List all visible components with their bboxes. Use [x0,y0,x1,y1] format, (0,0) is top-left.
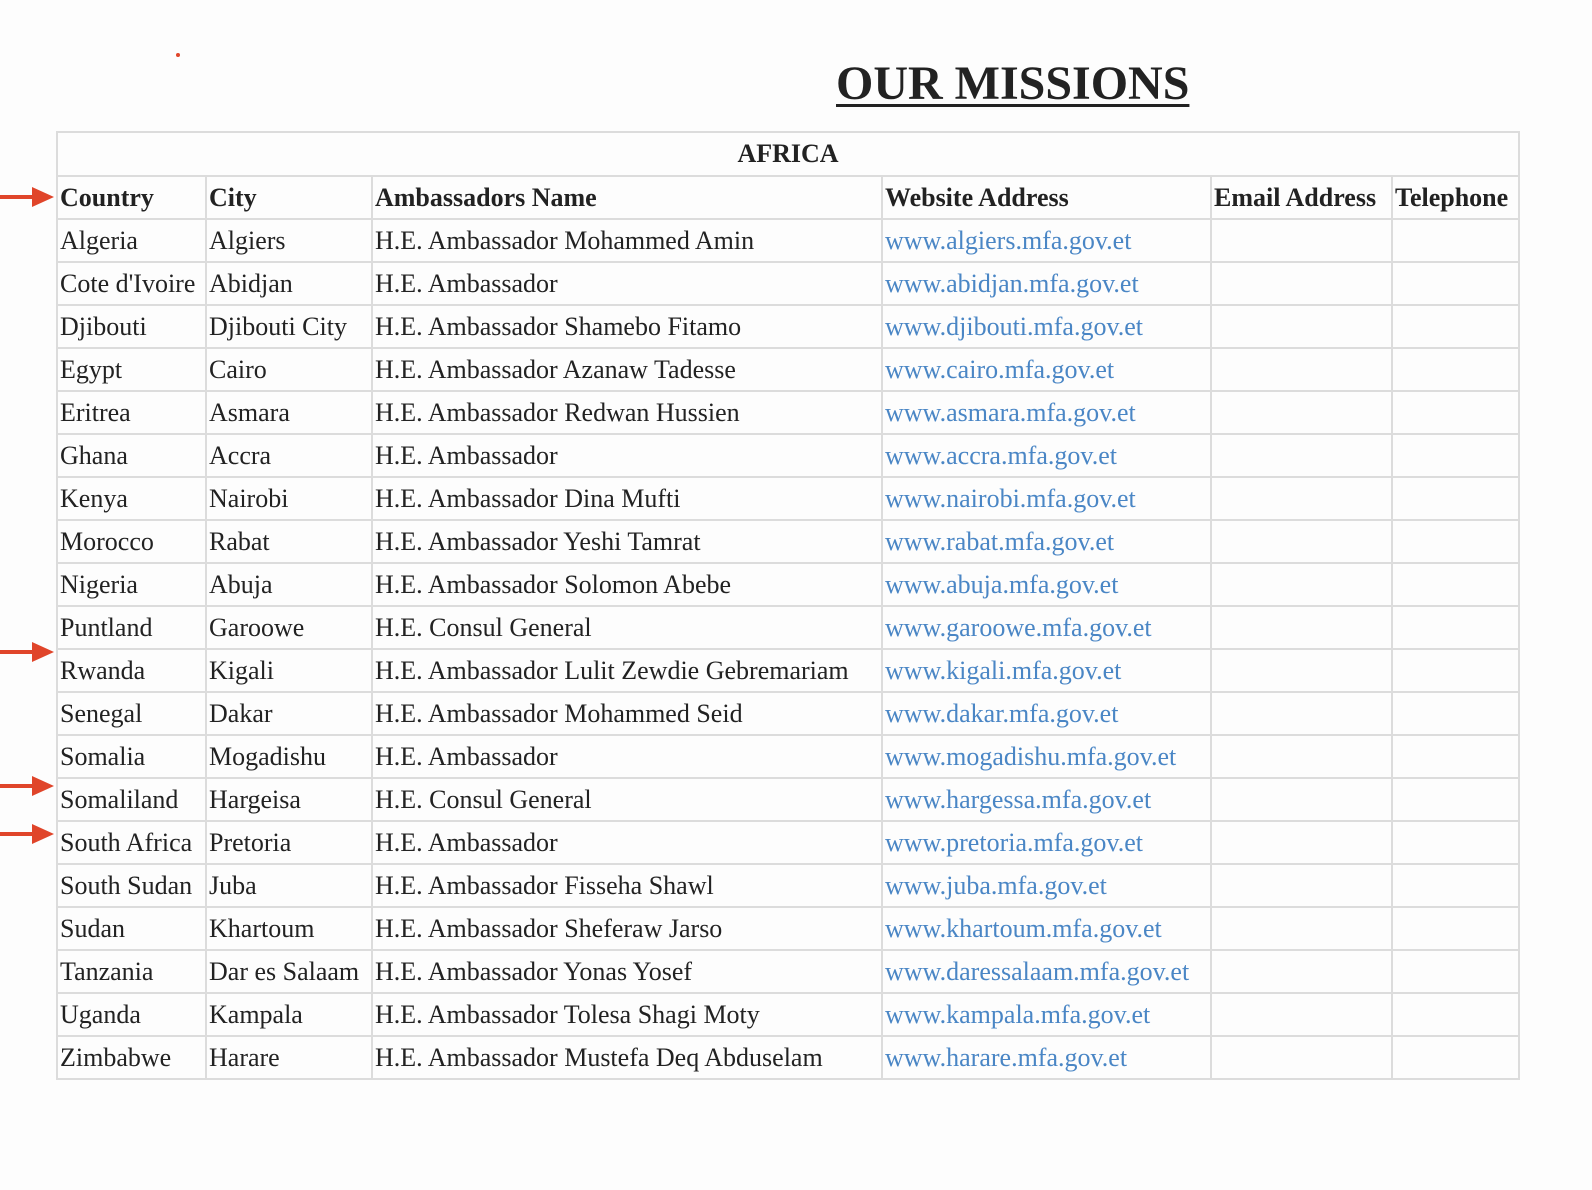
ambassador-cell: H.E. Ambassador Tolesa Shagi Moty [372,993,882,1036]
website-cell [882,735,1211,778]
country-cell: Kenya [57,477,206,520]
website-link[interactable]: www.kigali.mfa.gov.et [885,655,1122,685]
website-cell [882,1036,1211,1079]
website-cell [882,434,1211,477]
city-cell: Algiers [206,219,372,262]
city-cell: Garoowe [206,606,372,649]
table-row [57,993,1519,1036]
table-row [57,821,1519,864]
table-row [57,219,1519,262]
ambassador-cell: H.E. Ambassador Mohammed Amin [372,219,882,262]
country-cell: Tanzania [57,950,206,993]
website-link[interactable]: www.garoowe.mfa.gov.et [885,612,1152,642]
website-link[interactable]: www.rabat.mfa.gov.et [885,526,1115,556]
ambassador-cell: H.E. Ambassador Yonas Yosef [372,950,882,993]
website-link[interactable]: www.harare.mfa.gov.et [885,1042,1128,1072]
table-row [57,391,1519,434]
page-title: OUR MISSIONS [836,57,1190,110]
telephone-cell [1392,391,1519,434]
city-cell: Dakar [206,692,372,735]
table-row [57,778,1519,821]
country-cell: Sudan [57,907,206,950]
website-link[interactable]: www.pretoria.mfa.gov.et [885,827,1143,857]
city-cell: Juba [206,864,372,907]
table-row [57,305,1519,348]
missions-table [56,131,1520,1080]
email-cell [1211,692,1392,735]
ambassador-cell: H.E. Ambassador Redwan Hussien [372,391,882,434]
website-cell [882,993,1211,1036]
website-link[interactable]: www.khartoum.mfa.gov.et [885,913,1162,943]
right-arrow-icon [0,187,54,207]
ambassador-cell: H.E. Ambassador Fisseha Shawl [372,864,882,907]
table-row [57,864,1519,907]
table-row [57,563,1519,606]
column-header-country: Country [57,176,206,219]
ambassador-cell: H.E. Consul General [372,606,882,649]
website-link[interactable]: www.juba.mfa.gov.et [885,870,1107,900]
city-cell: Harare [206,1036,372,1079]
country-cell: Zimbabwe [57,1036,206,1079]
city-cell: Kigali [206,649,372,692]
telephone-cell [1392,907,1519,950]
city-cell: Nairobi [206,477,372,520]
right-arrow-icon [0,642,54,662]
email-cell [1211,735,1392,778]
country-cell: Ghana [57,434,206,477]
city-cell: Djibouti City [206,305,372,348]
email-cell [1211,1036,1392,1079]
website-link[interactable]: www.cairo.mfa.gov.et [885,354,1115,384]
website-cell [882,649,1211,692]
red-dot-mark [176,53,180,57]
telephone-cell [1392,778,1519,821]
table-row [57,907,1519,950]
column-header-city: City [206,176,372,219]
country-cell: Nigeria [57,563,206,606]
email-cell [1211,821,1392,864]
country-cell: Senegal [57,692,206,735]
telephone-cell [1392,821,1519,864]
telephone-cell [1392,649,1519,692]
email-cell [1211,477,1392,520]
city-cell: Cairo [206,348,372,391]
website-cell [882,262,1211,305]
website-cell [882,348,1211,391]
column-header-email: Email Address [1211,176,1392,219]
city-cell: Pretoria [206,821,372,864]
city-cell: Kampala [206,993,372,1036]
email-cell [1211,434,1392,477]
email-cell [1211,563,1392,606]
telephone-cell [1392,434,1519,477]
website-cell [882,305,1211,348]
website-cell [882,907,1211,950]
region-header-row [57,132,1519,176]
telephone-cell [1392,348,1519,391]
column-header-telephone: Telephone [1392,176,1519,219]
column-header-website: Website Address [882,176,1211,219]
city-cell: Abuja [206,563,372,606]
telephone-cell [1392,262,1519,305]
website-cell [882,606,1211,649]
country-cell: South Africa [57,821,206,864]
region-title: AFRICA [57,132,1519,176]
country-cell: Algeria [57,219,206,262]
telephone-cell [1392,520,1519,563]
telephone-cell [1392,305,1519,348]
city-cell: Rabat [206,520,372,563]
website-link[interactable]: www.kampala.mfa.gov.et [885,999,1151,1029]
country-cell: Rwanda [57,649,206,692]
ambassador-cell: H.E. Ambassador [372,735,882,778]
telephone-cell [1392,1036,1519,1079]
country-cell: Egypt [57,348,206,391]
telephone-cell [1392,563,1519,606]
city-cell: Hargeisa [206,778,372,821]
country-cell: Somalia [57,735,206,778]
email-cell [1211,520,1392,563]
email-cell [1211,649,1392,692]
telephone-cell [1392,477,1519,520]
ambassador-cell: H.E. Ambassador Sheferaw Jarso [372,907,882,950]
ambassador-cell: H.E. Ambassador Mustefa Deq Abduselam [372,1036,882,1079]
table-row [57,434,1519,477]
city-cell: Khartoum [206,907,372,950]
ambassador-cell: H.E. Ambassador Lulit Zewdie Gebremariam [372,649,882,692]
country-cell: Puntland [57,606,206,649]
country-cell: South Sudan [57,864,206,907]
telephone-cell [1392,219,1519,262]
website-cell [882,692,1211,735]
ambassador-cell: H.E. Ambassador Shamebo Fitamo [372,305,882,348]
ambassador-cell: H.E. Consul General [372,778,882,821]
country-cell: Morocco [57,520,206,563]
city-cell: Asmara [206,391,372,434]
telephone-cell [1392,864,1519,907]
website-cell [882,821,1211,864]
website-link[interactable]: www.mogadishu.mfa.gov.et [885,741,1177,771]
website-link[interactable]: www.abuja.mfa.gov.et [885,569,1119,599]
website-link[interactable]: www.algiers.mfa.gov.et [885,225,1132,255]
ambassador-cell: H.E. Ambassador Yeshi Tamrat [372,520,882,563]
email-cell [1211,950,1392,993]
telephone-cell [1392,692,1519,735]
ambassador-cell: H.E. Ambassador Solomon Abebe [372,563,882,606]
email-cell [1211,993,1392,1036]
email-cell [1211,778,1392,821]
website-cell [882,520,1211,563]
website-cell [882,219,1211,262]
right-arrow-icon [0,776,54,796]
table-row [57,348,1519,391]
website-cell [882,391,1211,434]
table-row [57,1036,1519,1079]
ambassador-cell: H.E. Ambassador Azanaw Tadesse [372,348,882,391]
country-cell: Djibouti [57,305,206,348]
right-arrow-icon [0,824,54,844]
email-cell [1211,262,1392,305]
table-row [57,950,1519,993]
website-link[interactable]: www.asmara.mfa.gov.et [885,397,1136,427]
website-cell [882,477,1211,520]
table-row [57,692,1519,735]
website-cell [882,864,1211,907]
email-cell [1211,391,1392,434]
website-link[interactable]: www.hargessa.mfa.gov.et [885,784,1152,814]
telephone-cell [1392,950,1519,993]
column-header-row [57,176,1519,219]
ambassador-cell: H.E. Ambassador [372,434,882,477]
website-cell [882,563,1211,606]
email-cell [1211,348,1392,391]
city-cell: Dar es Salaam [206,950,372,993]
table-row [57,477,1519,520]
website-link[interactable]: www.abidjan.mfa.gov.et [885,268,1139,298]
website-link[interactable]: www.djibouti.mfa.gov.et [885,311,1144,341]
website-cell [882,778,1211,821]
website-link[interactable]: www.accra.mfa.gov.et [885,440,1117,470]
telephone-cell [1392,735,1519,778]
email-cell [1211,219,1392,262]
country-cell: Somaliland [57,778,206,821]
country-cell: Uganda [57,993,206,1036]
email-cell [1211,606,1392,649]
website-cell [882,950,1211,993]
table-row [57,735,1519,778]
city-cell: Mogadishu [206,735,372,778]
ambassador-cell: H.E. Ambassador Dina Mufti [372,477,882,520]
table-row [57,606,1519,649]
email-cell [1211,864,1392,907]
city-cell: Accra [206,434,372,477]
website-link[interactable]: www.dakar.mfa.gov.et [885,698,1119,728]
country-cell: Eritrea [57,391,206,434]
email-cell [1211,305,1392,348]
telephone-cell [1392,606,1519,649]
website-link[interactable]: www.nairobi.mfa.gov.et [885,483,1136,513]
ambassador-cell: H.E. Ambassador [372,262,882,305]
table-row [57,520,1519,563]
country-cell: Cote d'Ivoire [57,262,206,305]
telephone-cell [1392,993,1519,1036]
table-row [57,649,1519,692]
website-link[interactable]: www.daressalaam.mfa.gov.et [885,956,1190,986]
ambassador-cell: H.E. Ambassador Mohammed Seid [372,692,882,735]
city-cell: Abidjan [206,262,372,305]
ambassador-cell: H.E. Ambassador [372,821,882,864]
column-header-ambassador: Ambassadors Name [372,176,882,219]
table-row [57,262,1519,305]
email-cell [1211,907,1392,950]
